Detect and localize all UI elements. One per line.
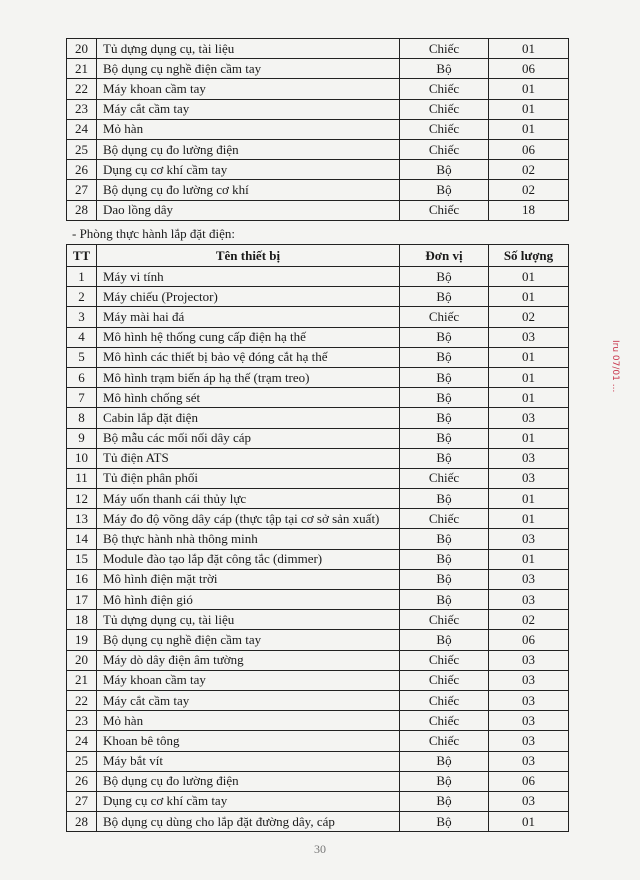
unit: Chiếc [400, 690, 489, 710]
quantity: 06 [489, 630, 569, 650]
unit: Bộ [400, 630, 489, 650]
equipment-table-continued-body [67, 39, 569, 221]
table-row [67, 408, 569, 428]
row-number: 27 [67, 180, 97, 200]
equipment-name: Tủ điện ATS [97, 448, 400, 468]
unit: Bộ [400, 751, 489, 771]
equipment-name: Bộ dụng cụ nghề điện cầm tay [97, 59, 400, 79]
row-number: 23 [67, 99, 97, 119]
unit: Chiếc [400, 119, 489, 139]
quantity: 01 [489, 428, 569, 448]
unit: Chiếc [400, 610, 489, 630]
table-row [67, 59, 569, 79]
table-row [67, 200, 569, 220]
unit: Chiếc [400, 731, 489, 751]
equipment-name: Mô hình các thiết bị bảo vệ đóng cắt hạ thế [97, 347, 400, 367]
unit: Bộ [400, 812, 489, 832]
table-row [67, 751, 569, 771]
equipment-name: Khoan bê tông [97, 731, 400, 751]
row-number: 20 [67, 650, 97, 670]
unit: Chiếc [400, 468, 489, 488]
row-number: 4 [67, 327, 97, 347]
equipment-name: Máy mài hai đá [97, 307, 400, 327]
row-number: 26 [67, 160, 97, 180]
row-number: 26 [67, 771, 97, 791]
row-number: 12 [67, 489, 97, 509]
equipment-name: Bộ dụng cụ nghề điện cầm tay [97, 630, 400, 650]
table-row [67, 590, 569, 610]
installation-room-equipment-table [66, 244, 569, 832]
quantity: 03 [489, 791, 569, 811]
table-row [67, 139, 569, 159]
header-unit: Đơn vị [400, 245, 489, 267]
unit: Chiếc [400, 670, 489, 690]
equipment-name: Dụng cụ cơ khí cầm tay [97, 160, 400, 180]
section-heading: - Phòng thực hành lắp đặt điện: [72, 226, 236, 241]
equipment-name: Mô hình chống sét [97, 388, 400, 408]
quantity: 18 [489, 200, 569, 220]
table-row [67, 119, 569, 139]
margin-note-text: Iru 07/01 ... [610, 340, 620, 393]
row-number: 27 [67, 791, 97, 811]
quantity: 01 [489, 347, 569, 367]
row-number: 22 [67, 690, 97, 710]
quantity: 01 [489, 367, 569, 387]
quantity: 03 [489, 670, 569, 690]
unit: Bộ [400, 408, 489, 428]
table-row [67, 267, 569, 287]
table-row [67, 791, 569, 811]
table-row [67, 630, 569, 650]
unit: Chiếc [400, 99, 489, 119]
row-number: 24 [67, 731, 97, 751]
quantity: 03 [489, 751, 569, 771]
equipment-name: Máy bắt vít [97, 751, 400, 771]
quantity: 01 [489, 489, 569, 509]
equipment-name: Máy cắt cầm tay [97, 690, 400, 710]
unit: Bộ [400, 59, 489, 79]
unit: Bộ [400, 367, 489, 387]
equipment-name: Máy khoan cầm tay [97, 670, 400, 690]
equipment-name: Mô hình điện gió [97, 590, 400, 610]
row-number: 6 [67, 367, 97, 387]
unit: Bộ [400, 489, 489, 509]
table-row [67, 529, 569, 549]
row-number: 18 [67, 610, 97, 630]
row-number: 11 [67, 468, 97, 488]
row-number: 9 [67, 428, 97, 448]
installation-room-equipment-table-body [67, 267, 569, 832]
quantity: 03 [489, 448, 569, 468]
quantity: 02 [489, 307, 569, 327]
table-row [67, 569, 569, 589]
unit: Chiếc [400, 139, 489, 159]
quantity: 03 [489, 711, 569, 731]
table-row [67, 180, 569, 200]
row-number: 15 [67, 549, 97, 569]
equipment-name: Máy chiếu (Projector) [97, 287, 400, 307]
row-number: 24 [67, 119, 97, 139]
equipment-name: Mỏ hàn [97, 119, 400, 139]
equipment-name: Máy vi tính [97, 267, 400, 287]
equipment-name: Bộ dụng cụ đo lường cơ khí [97, 180, 400, 200]
unit: Bộ [400, 448, 489, 468]
unit: Bộ [400, 287, 489, 307]
equipment-name: Dao lồng dây [97, 200, 400, 220]
equipment-name: Mô hình trạm biến áp hạ thế (trạm treo) [97, 367, 400, 387]
quantity: 03 [489, 569, 569, 589]
unit: Bộ [400, 160, 489, 180]
quantity: 02 [489, 180, 569, 200]
quantity: 06 [489, 139, 569, 159]
equipment-name: Mô hình điện mặt trời [97, 569, 400, 589]
unit: Chiếc [400, 39, 489, 59]
quantity: 02 [489, 610, 569, 630]
table-row [67, 670, 569, 690]
equipment-name: Tủ dựng dụng cụ, tài liệu [97, 610, 400, 630]
quantity: 03 [489, 590, 569, 610]
equipment-name: Máy đo độ võng dây cáp (thực tập tại cơ sở sản xuất) [97, 509, 400, 529]
quantity: 01 [489, 509, 569, 529]
quantity: 01 [489, 39, 569, 59]
row-number: 25 [67, 751, 97, 771]
row-number: 25 [67, 139, 97, 159]
header-name: Tên thiết bị [97, 245, 400, 267]
table-row [67, 448, 569, 468]
row-number: 21 [67, 670, 97, 690]
equipment-name: Tủ dựng dụng cụ, tài liệu [97, 39, 400, 59]
row-number: 19 [67, 630, 97, 650]
row-number: 13 [67, 509, 97, 529]
row-number: 3 [67, 307, 97, 327]
unit: Bộ [400, 388, 489, 408]
table-row [67, 160, 569, 180]
equipment-name: Bộ mẫu các mối nối dây cáp [97, 428, 400, 448]
unit: Bộ [400, 327, 489, 347]
table-row [67, 347, 569, 367]
quantity: 06 [489, 771, 569, 791]
quantity: 03 [489, 468, 569, 488]
table-row [67, 650, 569, 670]
quantity: 01 [489, 287, 569, 307]
unit: Bộ [400, 347, 489, 367]
quantity: 03 [489, 529, 569, 549]
quantity: 01 [489, 119, 569, 139]
unit: Bộ [400, 529, 489, 549]
unit: Chiếc [400, 200, 489, 220]
row-number: 21 [67, 59, 97, 79]
unit: Bộ [400, 428, 489, 448]
equipment-name: Mô hình hệ thống cung cấp điện hạ thế [97, 327, 400, 347]
page-number: 30 [314, 842, 326, 856]
row-number: 5 [67, 347, 97, 367]
table-row [67, 428, 569, 448]
quantity: 01 [489, 79, 569, 99]
unit: Chiếc [400, 650, 489, 670]
equipment-name: Máy uốn thanh cái thủy lực [97, 489, 400, 509]
table-row [67, 812, 569, 832]
row-number: 28 [67, 812, 97, 832]
table-row [67, 79, 569, 99]
unit: Chiếc [400, 307, 489, 327]
unit: Bộ [400, 267, 489, 287]
equipment-name: Mỏ hàn [97, 711, 400, 731]
equipment-name: Bộ dụng cụ dùng cho lắp đặt đường dây, cáp [97, 812, 400, 832]
equipment-name: Máy dò dây điện âm tường [97, 650, 400, 670]
quantity: 01 [489, 267, 569, 287]
quantity: 03 [489, 690, 569, 710]
quantity: 02 [489, 160, 569, 180]
table-header-row [67, 245, 569, 267]
header-qty: Số lượng [489, 245, 569, 267]
table-row [67, 287, 569, 307]
unit: Chiếc [400, 509, 489, 529]
table-row [67, 610, 569, 630]
equipment-name: Bộ dụng cụ đo lường điện [97, 139, 400, 159]
table-row [67, 468, 569, 488]
quantity: 01 [489, 99, 569, 119]
row-number: 7 [67, 388, 97, 408]
unit: Bộ [400, 791, 489, 811]
header-tt: TT [67, 245, 97, 267]
unit: Bộ [400, 180, 489, 200]
equipment-name: Máy cắt cầm tay [97, 99, 400, 119]
table-row [67, 549, 569, 569]
unit: Bộ [400, 549, 489, 569]
table-row [67, 327, 569, 347]
row-number: 8 [67, 408, 97, 428]
quantity: 01 [489, 388, 569, 408]
unit: Bộ [400, 590, 489, 610]
row-number: 20 [67, 39, 97, 59]
quantity: 01 [489, 812, 569, 832]
row-number: 2 [67, 287, 97, 307]
table-row [67, 388, 569, 408]
table-row [67, 509, 569, 529]
row-number: 23 [67, 711, 97, 731]
unit: Bộ [400, 569, 489, 589]
equipment-name: Máy khoan cầm tay [97, 79, 400, 99]
table-row [67, 39, 569, 59]
unit: Bộ [400, 771, 489, 791]
table-row [67, 690, 569, 710]
quantity: 03 [489, 731, 569, 751]
handwritten-margin-note [604, 340, 626, 440]
quantity: 01 [489, 549, 569, 569]
table-row [67, 489, 569, 509]
equipment-name: Dụng cụ cơ khí cầm tay [97, 791, 400, 811]
table-row [67, 99, 569, 119]
row-number: 1 [67, 267, 97, 287]
table-row [67, 367, 569, 387]
quantity: 03 [489, 650, 569, 670]
quantity: 03 [489, 408, 569, 428]
equipment-name: Module đào tạo lắp đặt công tắc (dimmer) [97, 549, 400, 569]
equipment-name: Bộ thực hành nhà thông minh [97, 529, 400, 549]
table-row [67, 771, 569, 791]
equipment-name: Tủ điện phân phối [97, 468, 400, 488]
equipment-table-continued [66, 38, 569, 221]
equipment-name: Cabin lắp đặt điện [97, 408, 400, 428]
row-number: 10 [67, 448, 97, 468]
table-row [67, 711, 569, 731]
unit: Chiếc [400, 711, 489, 731]
row-number: 28 [67, 200, 97, 220]
row-number: 22 [67, 79, 97, 99]
table-row [67, 307, 569, 327]
unit: Chiếc [400, 79, 489, 99]
quantity: 03 [489, 327, 569, 347]
row-number: 14 [67, 529, 97, 549]
equipment-name: Bộ dụng cụ đo lường điện [97, 771, 400, 791]
row-number: 16 [67, 569, 97, 589]
quantity: 06 [489, 59, 569, 79]
row-number: 17 [67, 590, 97, 610]
table-row [67, 731, 569, 751]
